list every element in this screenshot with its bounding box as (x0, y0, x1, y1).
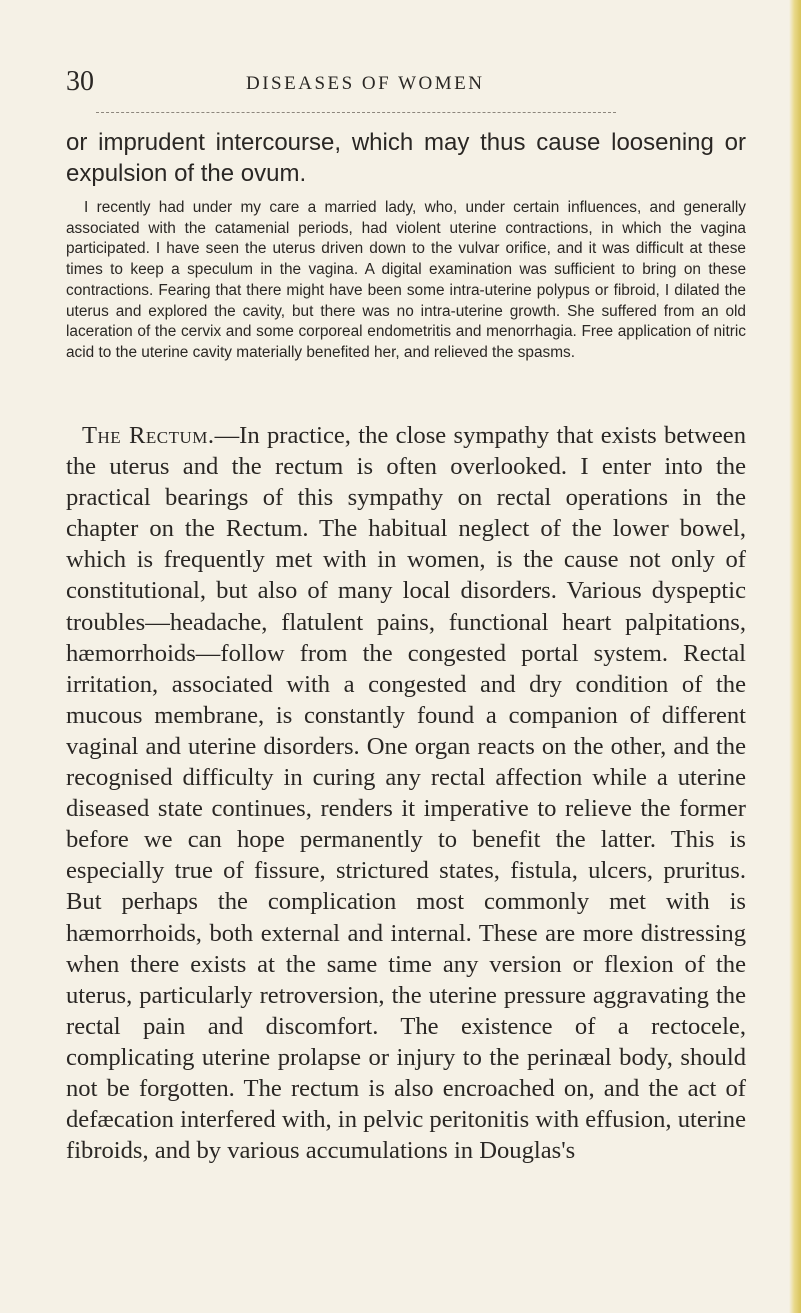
opening-paragraph: or imprudent intercourse, which may thus cause loosening or expulsion of the ovum. (66, 129, 746, 188)
page-number: 30 (66, 66, 94, 97)
opening-block (66, 127, 746, 189)
running-head: DISEASES OF WOMEN (246, 73, 485, 94)
header-rule (96, 112, 616, 113)
page-edge (789, 0, 801, 1313)
rectum-paragraph (66, 420, 746, 1166)
section-text: —In practice, the close sympathy that exists between the uterus and the rectum is often overlooked. I enter into the practical bearings of this sympathy on rectal operations in the chapter on the Rectum. The habitual neglect of the lower bowel, which is frequently met with in women, is the cause not only of constitutional, but also of many local disorders. Various dyspeptic troubles—headache, flatulent pains, functional heart palpitations, hæmorrhoids—follow from the congested portal system. Rectal irritation, associated with a congested and dry condition of the mucous membrane, is constantly found a companion of different vaginal and uterine disorders. One organ reacts on the other, and the recognised difficulty in curing any rectal affection while a uterine diseased state continues, renders it imperative to relieve the former before we can hope permanently to benefit the latter. This is especially true of fissure, strictured states, fistula, ulcers, pruritus. But perhaps the complication most commonly met with is hæmorrhoids, both external and internal. These are more distressing when there exists at the same time any version or flexion of the uterus, particularly retroversion, the uterine pressure aggravating the rectal pain and discomfort. The existence of a rectocele, complicating uterine prolapse or injury to the perinæal body, should not be forgotten. The rectum is also encroached on, and the act of defæcation interfered with, in pelvic peritonitis with effusion, uterine fibroids, and by various accumulations in Douglas's (66, 422, 746, 1165)
page-header (66, 66, 746, 102)
case-note-paragraph: I recently had under my care a married lady, who, under certain influences, and generally associated with the catamenial periods, had violent uterine contractions, in which the vagina participated. I have seen the uterus driven down to the vulvar orifice, and it was difficult at these times to keep a speculum in the vagina. A digital examination was sufficient to bring on these contractions. Fearing that there might have been some intra-uterine polypus or fibroid, I dilated the uterus and explored the cavity, but there was no intra-uterine growth. She suffered from an old laceration of the cervix and some corporeal endometritis and menorrhagia. Free application of nitric acid to the uterine cavity materially benefited her, and relieved the spasms. (66, 199, 746, 361)
section-heading: The Rectum. (82, 422, 215, 449)
rectum-section (66, 420, 746, 1166)
case-note-block (66, 198, 746, 364)
